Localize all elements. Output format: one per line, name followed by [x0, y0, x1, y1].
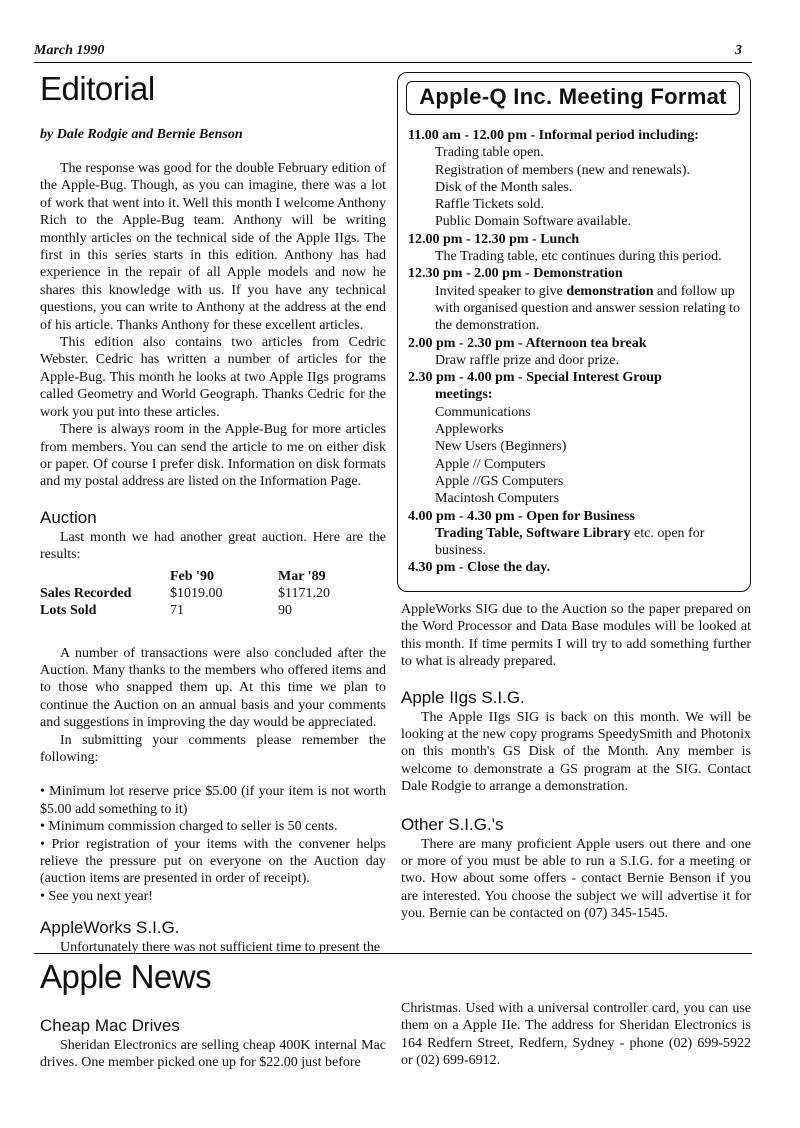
editorial-title: Editorial	[40, 70, 155, 107]
other-sig-body	[401, 836, 751, 923]
appleworks-body	[40, 939, 386, 956]
schedule-time: 12.30 pm - 2.00 pm - Demonstration	[408, 266, 623, 282]
left-column	[40, 70, 386, 957]
editorial-body	[40, 160, 386, 491]
schedule-bold-text: Trading Table, Software Library	[435, 525, 631, 541]
schedule-item: Trading table open.	[435, 145, 544, 161]
schedule-item: New Users (Beginners)	[435, 439, 567, 455]
apple-news-title: Apple News	[40, 958, 212, 995]
table-cell: $1171.20	[278, 585, 330, 601]
schedule-item: Public Domain Software available.	[435, 214, 631, 230]
meeting-title-frame	[406, 81, 740, 115]
appleworks-title: AppleWorks S.I.G.	[40, 918, 180, 938]
table-header-cell: Feb '90	[170, 568, 214, 584]
auction-bullet: • Prior registration of your items with the convener helps relieve the pressure put on everyone on the Auction day (auction items are presented in order of receipt).	[40, 836, 386, 887]
schedule-item: Apple // Computers	[435, 456, 546, 472]
auction-body	[40, 529, 386, 906]
meeting-title: Apple-Q Inc. Meeting Format	[419, 84, 727, 109]
table-cell: 71	[170, 602, 184, 618]
schedule-time: 2.30 pm - 4.00 pm - Special Interest Group	[408, 370, 662, 386]
news-left-column	[40, 1015, 386, 1072]
page-number: 3	[735, 43, 742, 58]
schedule-item: Communications	[435, 404, 531, 420]
schedule-item	[408, 525, 746, 560]
schedule-item: Macintosh Computers	[435, 491, 560, 507]
schedule-item: The Trading table, etc continues during this period.	[435, 249, 722, 265]
other-sig-title: Other S.I.G.'s	[401, 814, 504, 834]
right-column	[401, 601, 751, 923]
cheap-mac-drives-text-cont: Christmas. Used with a universal controller card, you can use them on a Apple IIe. The address for Sheridan Electronics is 164 Redfern Street, Redfern, Sydney - phone (02) 699-5922 or (02) 699-6912.	[401, 1001, 751, 1069]
editorial-paragraph: The response was good for the double February edition of the Apple-Bug. Though, as you can imagine, there was a lot of work that went into it. Well this month I welcome Anthony Rich to the Apple-Bug team. Anthony will be writing monthly articles on the technical side of the Apple IIgs. The first in this series starts in this edition. Anthony has had experience in the repair of all Apple models and now he shares this knowledge with us. If you have any technical questions, you can write to Anthony at the address at the end of his article. Thanks Anthony for these excellent articles.	[40, 161, 386, 333]
schedule-item: Disk of the Month sales.	[435, 179, 573, 195]
schedule-bold-text: demonstration	[566, 283, 654, 299]
schedule-time: 2.00 pm - 2.30 pm - Afternoon tea break	[408, 335, 647, 351]
meeting-schedule	[408, 127, 746, 577]
cheap-mac-drives-text: Sheridan Electronics are selling cheap 400K internal Mac drives. One member picked one up for $22.00 just before	[40, 1038, 386, 1071]
auction-intro: Last month we had another great auction. Here are the results:	[40, 529, 386, 563]
table-header-cell	[40, 568, 170, 585]
schedule-item	[408, 283, 746, 335]
schedule-text: and follow up with organised question and answer session relating to the demonstration.	[435, 283, 740, 334]
auction-results-table	[40, 568, 386, 619]
auction-bullet: • Minimum lot reserve price $5.00 (if your item is not worth $5.00 add something to it)	[40, 784, 386, 817]
other-sig-text: There are many proficient Apple users out there and one or more of you must be able to run a S.I.G. for a meeting or two. How about some offers - contact Bernie Benson if you are interested. You choose the subject we will advertise it for you. Bernie can be contacted on (07) 345-1545.	[401, 836, 751, 922]
table-row	[40, 585, 386, 602]
editorial-paragraph: This edition also contains two articles from Cedric Webster. Cedric has written a number of articles for the Apple-Bug. This month he looks at two Apple IIgs programs called Geometry and World Geograph. Thanks Cedric for the work you put into these articles.	[40, 335, 386, 420]
auction-paragraph: A number of transactions were also concluded after the Auction. Many thanks to the members who offered items and to those who snapped them up. At this time we plan to continue the Auction on an annual basis and your comments and suggestions in improving the day would be appreciated.	[40, 645, 386, 731]
appleworks-continued	[401, 601, 751, 671]
page-header	[34, 41, 752, 63]
issue-date: March 1990	[34, 43, 105, 58]
schedule-item: Apple //GS Computers	[435, 473, 564, 489]
schedule-item: Draw raffle prize and door prize.	[435, 352, 619, 368]
table-cell: Sales Recorded	[40, 585, 132, 601]
news-right-column	[401, 1000, 751, 1070]
iigs-text: The Apple IIgs SIG is back on this month. We will be looking at the new copy programs SpeedySmith and Photonix on this month's GS Disk of the Month. Any member is welcome to demonstrate a GS program at the SIG. Contact Dale Rodgie to arrange a demonstration.	[401, 709, 751, 795]
editorial-paragraph: There is always room in the Apple-Bug for more articles from members. You can send the article to me on either disk or paper. Of course I prefer disk. Information on disk formats and my postal address are listed on the Information Page.	[40, 422, 386, 490]
auction-paragraph: In submitting your comments please remember the following:	[40, 732, 386, 765]
schedule-time-cont: meetings:	[435, 387, 493, 403]
table-header-row	[40, 568, 386, 585]
schedule-text: etc. open for business.	[435, 525, 705, 559]
schedule-item: Raffle Tickets sold.	[435, 197, 545, 213]
appleworks-text-start: Unfortunately there was not sufficient time to present the	[60, 940, 381, 956]
table-cell: 90	[278, 602, 292, 618]
table-cell: Lots Sold	[40, 602, 97, 618]
schedule-item: Registration of members (new and renewals).	[435, 162, 691, 178]
cheap-mac-drives-title: Cheap Mac Drives	[40, 1016, 180, 1035]
table-row	[40, 602, 386, 619]
meeting-format-box	[397, 72, 751, 592]
table-cell: $1019.00	[170, 585, 223, 601]
section-divider	[34, 953, 752, 954]
schedule-time: 12.00 pm - 12.30 pm - Lunch	[408, 231, 580, 247]
appleworks-text-cont: AppleWorks SIG due to the Auction so the paper prepared on the Word Processor and Data Base modules will be looked at this month. If time permits I will try to add something further to what is already prepared.	[401, 602, 751, 670]
auction-title: Auction	[40, 507, 97, 527]
schedule-time: 11.00 am - 12.00 pm - Informal period including:	[408, 128, 699, 143]
auction-bullet: • Minimum commission charged to seller is 50 cents.	[40, 819, 338, 835]
schedule-text: Invited speaker to give	[435, 283, 567, 299]
cheap-mac-drives-body	[40, 1037, 386, 1072]
iigs-body	[401, 709, 751, 796]
auction-bullet: • See you next year!	[40, 888, 153, 904]
schedule-item: Appleworks	[435, 422, 504, 438]
editorial-byline: by Dale Rodgie and Bernie Benson	[40, 127, 243, 142]
table-header-cell: Mar '89	[278, 568, 326, 584]
schedule-time: 4.00 pm - 4.30 pm - Open for Business	[408, 508, 635, 524]
cheap-mac-drives-continued	[401, 1000, 751, 1070]
schedule-time: 4.30 pm - Close the day.	[408, 560, 550, 576]
iigs-title: Apple IIgs S.I.G.	[401, 687, 525, 707]
